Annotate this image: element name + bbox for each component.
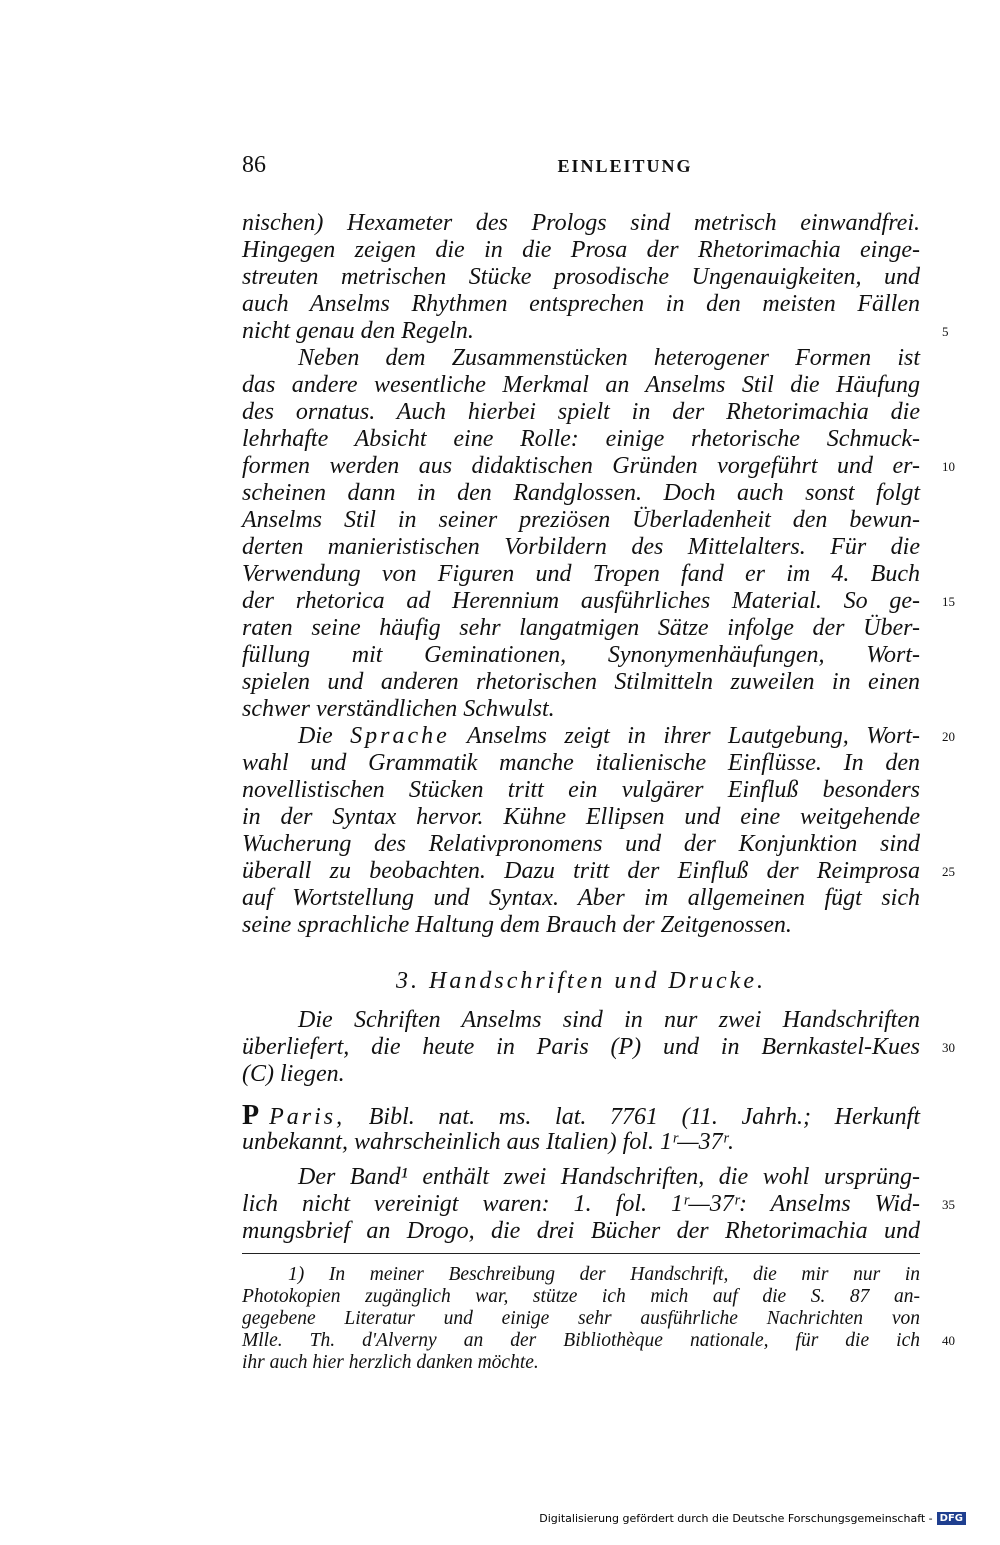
text-line: derten manieristischen Vorbildern des Mittelalters. Für die [242,534,920,560]
text-line: formen werden aus didaktischen Gründen vorgeführt und er- 10 [242,453,955,479]
text-line: in der Syntax hervor. Kühne Ellipsen und eine weitgehende [242,804,920,830]
text-line: Anselms Stil in seiner preziösen Überladenheit den bewun- [242,507,920,533]
text-line: lich nicht vereinigt waren: 1. fol. 1ʳ—37ʳ: Anselms Wid- 35 [242,1191,955,1217]
text-line: auf Wortstellung und Syntax. Aber im allgemeinen fügt sich [242,885,920,911]
footnote-line: Photokopien zugänglich war, stütze ich mich auf die S. 87 an- [242,1286,920,1307]
text-line: Verwendung von Figuren und Tropen fand er im 4. Buch [242,561,920,587]
line-number: 15 [942,594,955,609]
text-line: der rhetorica ad Herennium ausführliches Material. So ge- 15 [242,588,955,614]
dfg-logo: DFG [937,1512,966,1525]
line-number: 5 [942,324,949,339]
spaced-term: Sprache [350,723,450,749]
text-line: seine sprachliche Haltung dem Brauch der Zeitgenossen. [242,912,792,938]
line-number: 40 [942,1333,955,1348]
text-line: nischen) Hexameter des Prologs sind metrisch einwandfrei. [242,210,920,236]
text-line: scheinen dann in den Randglossen. Doch auch sonst folgt [242,480,920,506]
section-heading: 3. Handschriften und Drucke. [396,968,766,994]
page-number: 86 [242,152,266,178]
footnote-line: ihr auch hier herzlich danken möchte. [242,1352,539,1373]
line-number: 35 [942,1197,955,1212]
text-line: novellistischen Stücken tritt ein vulgärer Einfluß besonders [242,777,920,803]
footnote-rule [242,1253,920,1254]
text-line: unbekannt, wahrscheinlich aus Italien) fol. 1ʳ—37ʳ. [242,1129,734,1155]
text-line: des ornatus. Auch hierbei spielt in der Rhetorimachia die [242,399,920,425]
text-line: wahl und Grammatik manche italienische Einflüsse. In den [242,750,920,776]
text-line: das andere wesentliche Merkmal an Anselms Stil die Häufung [242,372,920,398]
text-line: Der Band¹ enthält zwei Handschriften, die wohl ursprüng- [298,1164,920,1190]
text-line: streuten metrischen Stücke prosodische Ungenauigkeiten, und [242,264,920,290]
footnote-line: Mlle. Th. d'Alverny an der Bibliothèque nationale, für die ich 40 [242,1330,955,1351]
credit-text: Digitalisierung gefördert durch die Deutsche Forschungsgemeinschaft - [539,1512,933,1525]
manuscript-place: Paris, [269,1104,346,1130]
text-line: nicht genau den Regeln. 5 [242,318,949,344]
footnote-line: gegebene Literatur und einige sehr ausführliche Nachrichten von [242,1308,920,1329]
text-line: schwer verständlichen Schwulst. [242,696,555,722]
line-number: 10 [942,459,955,474]
text-line: raten seine häufig sehr langatmigen Sätze infolge der Über- [242,615,920,641]
text-line: spielen und anderen rhetorischen Stilmitteln zuweilen in einen [242,669,920,695]
footnote-line: 1) In meiner Beschreibung der Handschrift, die mir nur in [288,1264,920,1285]
text-line: überall zu beobachten. Dazu tritt der Einfluß der Reimprosa 25 [242,858,955,884]
text-line: Die Sprache Anselms zeigt in ihrer Lautgebung, Wort- 20 [298,723,955,749]
running-title: EINLEITUNG [557,156,693,176]
digitization-credit [539,1512,966,1525]
line-number: 30 [942,1040,955,1055]
footnote [242,1264,955,1374]
line-number: 20 [942,729,955,744]
text-line: Die Schriften Anselms sind in nur zwei Handschriften [298,1007,920,1033]
text-line: lehrhafte Absicht eine Rolle: einige rhetorische Schmuck- [242,426,920,452]
text-line: füllung mit Geminationen, Synonymenhäufungen, Wort- [242,642,920,668]
text-line: mungsbrief an Drogo, die drei Bücher der Rhetorimachia und [242,1218,920,1244]
line-number: 25 [942,864,955,879]
text-line: Hingegen zeigen die in die Prosa der Rhetorimachia einge- [242,237,920,263]
page-body [242,210,955,1374]
text-line: Neben dem Zusammenstücken heterogener Formen ist [298,345,920,371]
manuscript-siglum: P [242,1100,260,1131]
text-line: (C) liegen. [242,1061,345,1087]
text-line: auch Anselms Rhythmen entsprechen in den meisten Fällen [242,291,920,317]
text-line: Wucherung des Relativpronomens und der Konjunktion sind [242,831,920,857]
page-header [242,152,918,188]
manuscript-entry: P Paris, Bibl. nat. ms. lat. 7761 (11. Jahrh.; Herkunft [242,1100,920,1131]
text-line: überliefert, die heute in Paris (P) und in Bernkastel-Kues 30 [242,1034,955,1060]
